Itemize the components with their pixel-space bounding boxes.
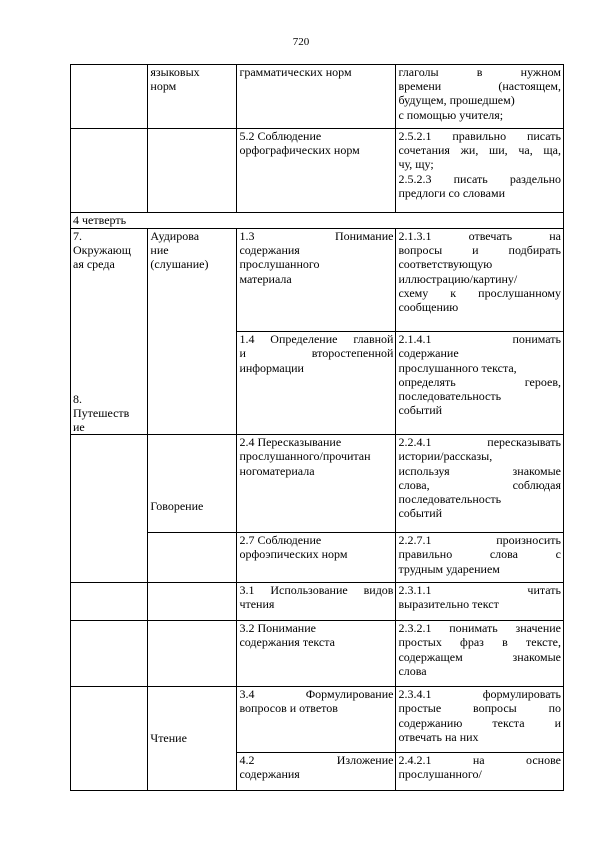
table-row: [71, 229, 564, 332]
cell-line: используя знакомые: [398, 463, 561, 478]
cell-line: соответствующую: [398, 257, 493, 272]
table-cell: [237, 229, 396, 332]
cell-line: 2.1.4.1 понимать: [398, 332, 561, 347]
cell-line: содержания: [239, 243, 300, 258]
cell-line: 2.3.4.1 формулировать: [398, 687, 561, 702]
cell-line: истории/рассказы,: [398, 449, 493, 464]
cell-line: сообщению: [398, 300, 459, 315]
cell-line: материала: [239, 271, 292, 286]
cell-line: 2.2.4.1 пересказывать: [398, 435, 561, 450]
cell-line: 3.4 Формулирование: [239, 687, 394, 702]
cell-line: прослушанного/прочитан: [239, 449, 371, 464]
table-cell: [148, 583, 237, 621]
skill-line: Говорение: [150, 498, 204, 513]
table-row: [71, 65, 564, 129]
cell-line: информации: [239, 360, 304, 375]
cell-line: сочетания жи, ши, ча, ща,: [398, 143, 561, 158]
table-cell: [237, 332, 396, 435]
page-number: 720: [292, 36, 310, 48]
theme-cell-empty: [71, 687, 148, 791]
table-cell: [396, 533, 564, 583]
cell-line: вопросов и ответов: [239, 701, 338, 716]
skill-line: (слушание): [150, 257, 209, 272]
cell-line: выразительно текст: [398, 597, 499, 612]
table-cell: [237, 583, 396, 621]
cell-line: правильно слова с: [398, 547, 561, 562]
theme-line: ие: [73, 420, 85, 435]
cell-line: 2.4.2.1 на основе: [398, 753, 561, 768]
cell-line: прослушанного/: [398, 767, 482, 782]
cell-line: последовательность: [398, 388, 502, 403]
table-cell: [237, 65, 396, 129]
cell-line: трудным ударением: [398, 561, 500, 576]
cell-line: времени (настоящем,: [398, 79, 561, 94]
cell-line: 1.3 Понимание: [239, 229, 394, 243]
cell-line: отвечать на них: [398, 729, 479, 744]
cell-line: орфоэпических норм: [239, 547, 348, 562]
cell-line: 3.1 Использование видов: [239, 583, 394, 598]
table-cell: [71, 65, 148, 129]
table-cell: [148, 65, 237, 129]
table-cell: [148, 621, 237, 687]
table-cell: [148, 129, 237, 213]
cell-line: 3.2 Понимание: [239, 621, 316, 636]
cell-line: 5.2 Соблюдение: [239, 129, 322, 143]
cell-line: слова: [398, 663, 427, 678]
table-cell: [396, 229, 564, 332]
cell-line: слова, соблюдая: [398, 477, 561, 492]
cell-line: прослушанного: [239, 257, 320, 272]
cell-line: глаголы в нужном: [398, 65, 561, 79]
table-row: [71, 435, 564, 533]
cell-line: 2.5.2.1 правильно писать: [398, 129, 561, 143]
table-cell: [396, 583, 564, 621]
cell-line: содержащем знакомые: [398, 649, 561, 664]
cell-line: и второстепенной: [239, 346, 394, 361]
table-cell: [237, 687, 396, 753]
skill-cell-listening: [148, 229, 237, 435]
theme-line: 7.: [73, 229, 82, 243]
cell-line: простые вопросы по: [398, 701, 561, 716]
cell-line: с помощью учителя;: [398, 107, 504, 122]
skill-line: ние: [150, 243, 169, 258]
theme-cell: [71, 229, 148, 435]
curriculum-table: [70, 64, 564, 791]
cell-line: 2.2.7.1 произносить: [398, 533, 561, 548]
cell-line: 2.4 Пересказывание: [239, 435, 342, 450]
cell-line: будущем, прошедшем): [398, 93, 515, 108]
cell-line: грамматических норм: [239, 65, 352, 79]
cell-line: последовательность: [398, 492, 502, 507]
table-cell: [237, 533, 396, 583]
table-cell: [237, 753, 396, 791]
cell-line: определять героев,: [398, 374, 561, 389]
table-row: [71, 621, 564, 687]
cell-line: 4.2 Изложение: [239, 753, 394, 768]
table-cell: [396, 687, 564, 753]
cell-line: содержание: [398, 346, 459, 361]
table-row: [71, 583, 564, 621]
cell-line: 1.4 Определение главной: [239, 332, 394, 347]
theme-line: Окружающ: [73, 243, 132, 258]
cell-line: иллюстрацию/картину/: [398, 271, 518, 286]
cell-line: простых фраз в тексте,: [398, 635, 561, 650]
table-cell: [237, 435, 396, 533]
table-row: [71, 687, 564, 753]
skill-line: Чтение: [150, 731, 187, 746]
cell-line: содержания текста: [239, 635, 335, 650]
cell-line: орфографических норм: [239, 143, 360, 158]
table-cell: [396, 753, 564, 791]
table-cell: [396, 435, 564, 533]
cell-line: событий: [398, 506, 443, 521]
table-cell: [396, 65, 564, 129]
cell-line: прослушанного текста,: [398, 360, 517, 375]
cell-line: 2.5.2.3 писать раздельно: [398, 171, 561, 186]
table-cell: [148, 533, 237, 583]
cell-line: содержанию текста и: [398, 715, 561, 730]
cell-line: 2.3.1.1 читать: [398, 583, 561, 598]
skill-line: Аудирова: [150, 229, 200, 243]
cell-line: 2.1.3.1 отвечать на: [398, 229, 561, 243]
theme-line: Путешеств: [73, 405, 130, 420]
cell-line: событий: [398, 403, 443, 418]
table-cell: [237, 129, 396, 213]
cell-line: 2.7 Соблюдение: [239, 533, 322, 548]
table-cell: [396, 129, 564, 213]
cell-line: чтения: [239, 597, 275, 612]
cell-line: норм: [150, 79, 177, 94]
skill-cell-speaking: [148, 435, 237, 533]
table-cell: [71, 129, 148, 213]
table-row: [71, 213, 564, 229]
table-cell: [71, 583, 148, 621]
theme-line: 8.: [73, 391, 82, 406]
cell-line: чу, щу;: [398, 157, 434, 172]
table-cell: [71, 621, 148, 687]
table-cell: [237, 621, 396, 687]
cell-line: языковых: [150, 65, 200, 79]
cell-line: предлоги со словами: [398, 185, 505, 200]
cell-line: схему к прослушанному: [398, 285, 561, 300]
theme-line: ая среда: [73, 257, 115, 272]
cell-line: 2.3.2.1 понимать значение: [398, 621, 561, 636]
skill-cell-reading: [148, 687, 237, 791]
cell-line: вопросы и подбирать: [398, 243, 561, 258]
cell-line: содержания: [239, 767, 300, 782]
theme-cell-empty: [71, 435, 148, 583]
cell-line: ногоматериала: [239, 463, 315, 478]
table-cell: [396, 621, 564, 687]
table-row: [71, 129, 564, 213]
quarter-heading: 4 четверть: [71, 213, 564, 229]
table-cell: [396, 332, 564, 435]
